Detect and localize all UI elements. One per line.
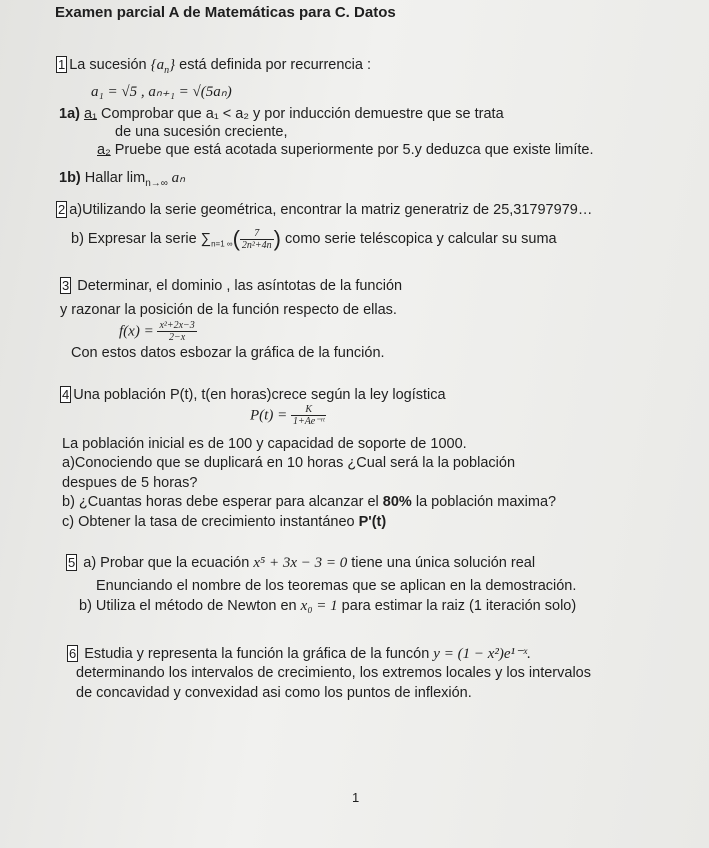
question-1-intro <box>56 56 371 76</box>
question-1-intro-b: está definida por recurrencia : <box>175 57 372 73</box>
question-1b-end: aₙ <box>167 170 186 186</box>
question-5-line1-a: a) Probar que la ecuación <box>79 555 254 571</box>
question-2a-line <box>56 201 592 218</box>
page-number: 1 <box>352 790 360 805</box>
question-4-formula <box>250 404 326 427</box>
question-1-number: 1 <box>58 57 66 72</box>
question-6-line2: determinando los intervalos de crecimiento, los extremos locales y los intervalos <box>76 665 591 681</box>
question-3-fx: f(x) = <box>119 323 158 340</box>
question-1a-line1 <box>59 106 504 122</box>
question-4-line5-a: b) ¿Cuantas horas debe esperar para alcanzar el <box>62 494 383 510</box>
question-3-line3: Con estos datos esbozar la gráfica de la función. <box>71 345 385 361</box>
question-5-number: 5 <box>68 555 76 570</box>
question-4-line2: La población inicial es de 100 y capacidad de soporte de 1000. <box>62 436 467 452</box>
question-1-seq-sub: n <box>164 65 170 76</box>
question-3-number: 3 <box>62 278 70 293</box>
question-4-number: 4 <box>62 387 70 402</box>
question-4-line4: despues de 5 horas? <box>62 475 198 491</box>
question-1a-cont: de una sucesión creciente, <box>115 124 288 140</box>
question-6-number: 6 <box>69 646 77 661</box>
question-1a-text: Comprobar que a₁ < a₂ y por inducción demuestre que se trata <box>96 106 504 122</box>
question-1b-sub: n→∞ <box>145 177 168 189</box>
question-6-line1 <box>67 644 531 663</box>
question-1b-label: 1b) <box>59 170 81 186</box>
question-1-seq-close: } <box>169 57 176 73</box>
question-3-line2: y razonar la posición de la función respecto de ellas. <box>60 302 397 318</box>
question-4-line6 <box>62 514 386 530</box>
question-5-line1 <box>66 554 535 572</box>
question-1a-sub: a₁ <box>84 106 97 122</box>
question-5-x0: x₀ = 1 <box>300 598 338 614</box>
question-6-line1-a: Estudia y representa la función la gráfica de la funcón <box>80 646 434 662</box>
question-2-number: 2 <box>58 202 66 217</box>
question-5-line1-b: tiene una única solución real <box>347 555 536 571</box>
question-1-seq: {a <box>150 57 165 73</box>
question-4-line5-b: la población maxima? <box>411 494 557 510</box>
question-5-line3 <box>79 598 576 615</box>
question-2a-text: a)Utilizando la serie geométrica, encontrar la matriz generatriz de 25,31797979… <box>69 202 593 218</box>
question-3-fraction: $\frac{\text{x²+2x−3}}{2-x}$ <box>159 320 195 343</box>
question-2b-fraction: $\frac{7}{\text{2n²+4n}}$ <box>241 227 272 251</box>
question-4-fraction: $\frac{K}{\text{1+Ae⁻ʳᵗ}}$ <box>292 404 325 427</box>
question-4-line6-p: P'(t) <box>358 514 387 530</box>
question-5-line2: Enunciando el nombre de los teoremas que se aplican en la demostración. <box>96 578 577 594</box>
question-6-equation: y = (1 − x²)e¹⁻ˣ. <box>433 646 531 662</box>
question-4-pt: P(t) = <box>250 407 291 424</box>
question-4-line3: a)Conociendo que se duplicará en 10 horas ¿Cual será la la población <box>62 455 516 471</box>
question-3-line1 <box>60 277 402 294</box>
question-4-line5-pct: 80% <box>382 494 412 510</box>
question-2b-range: n=1 ∞ <box>211 239 233 249</box>
question-6-line3: de concavidad y convexidad asi como los puntos de inflexión. <box>76 685 472 701</box>
question-1-intro-a: La sucesión <box>69 57 151 73</box>
question-4-text1: Una población P(t), t(en horas)crece según la ley logística <box>73 387 446 403</box>
exam-title: Examen parcial A de Matemáticas para C. Datos <box>55 4 396 21</box>
question-3-text1: Determinar, el dominio , las asíntotas de la función <box>73 278 403 294</box>
question-1a2-sub: a₂ <box>97 142 111 158</box>
question-1b-text: Hallar lim <box>80 170 146 186</box>
question-1-formula: a₁ = √5 , aₙ₊₁ = √(5aₙ) <box>91 84 232 100</box>
question-2b-line: b) Expresar la serie $\sum_{n=1 \infty}$( $\frac{7}{\text{2n²+4n}}$ ) como serie teléscopica y calcular su suma <box>71 226 557 251</box>
question-5-line3-a: b) Utiliza el método de Newton en <box>79 598 301 614</box>
question-1a-label: 1a) <box>59 106 80 122</box>
question-1a2-text: Pruebe que está acotada superiormente por 5.y deduzca que existe limíte. <box>110 142 594 158</box>
question-1a2-line <box>97 142 594 158</box>
question-4-line5 <box>62 494 556 510</box>
question-5-line3-b: para estimar la raiz (1 iteración solo) <box>337 598 577 614</box>
question-2b-end: como serie teléscopica y calcular su suma <box>281 230 557 247</box>
question-2b-start: b) Expresar la serie ∑ <box>71 230 212 247</box>
question-1b-line <box>59 168 185 189</box>
question-4-line6-a: c) Obtener la tasa de crecimiento instantáneo <box>62 514 359 530</box>
question-5-equation: x⁵ + 3x − 3 = 0 <box>253 555 348 571</box>
question-4-line1 <box>60 386 446 403</box>
question-3-function <box>119 320 197 343</box>
